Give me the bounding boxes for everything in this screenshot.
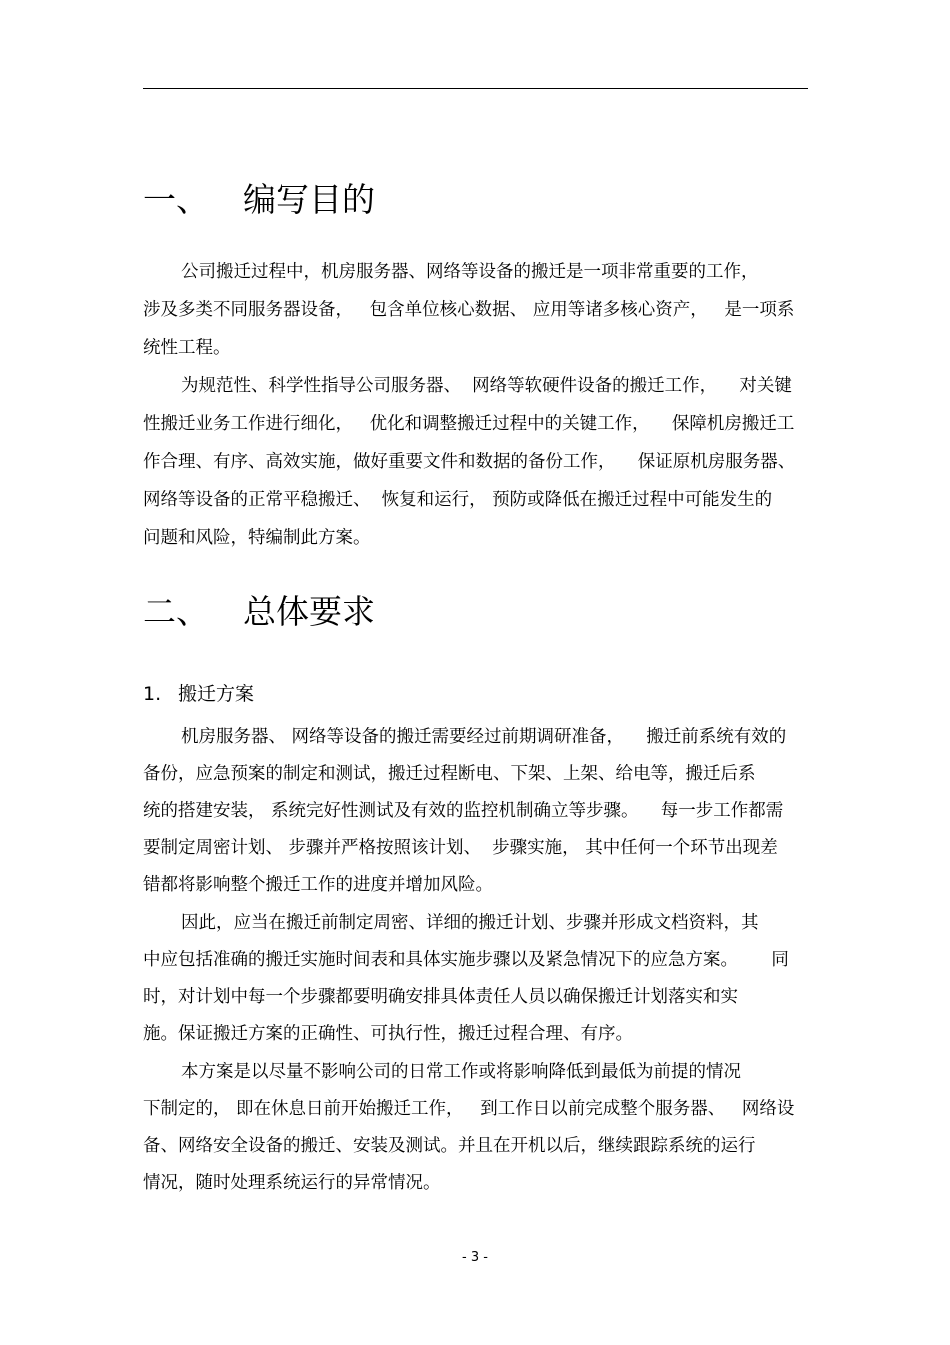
- text-line: 统性工程。: [143, 338, 231, 358]
- text-line: 机房服务器、 网络等设备的搬迁需要经过前期调研准备， 搬迁前系统有效的: [181, 727, 787, 747]
- section-number: 二、: [143, 592, 209, 631]
- text-line: 要制定周密计划、 步骤并严格按照该计划、 步骤实施， 其中任何一个环节出现差: [143, 838, 778, 858]
- section-number: 一、: [143, 180, 209, 219]
- text-line: 网络等设备的正常平稳搬迁、 恢复和运行， 预防或降低在搬迁过程中可能发生的: [143, 490, 773, 510]
- text-line: 公司搬迁过程中，机房服务器、网络等设备的搬迁是一项非常重要的工作，: [181, 262, 759, 282]
- section-title: 总体要求: [243, 592, 375, 631]
- section-title: 编写目的: [243, 180, 375, 219]
- text-line: 中应包括准确的搬迁实施时间表和具体实施步骤以及紧急情况下的应急方案。 同: [143, 950, 789, 970]
- text-line: 问题和风险，特编制此方案。: [143, 528, 371, 548]
- text-line: 因此，应当在搬迁前制定周密、详细的搬迁计划、步骤并形成文档资料，其: [181, 913, 759, 933]
- page-number: - 3 -: [462, 1250, 488, 1265]
- section-heading: [143, 180, 375, 220]
- text-line: 统的搭建安装， 系统完好性测试及有效的监控机制确立等步骤。 每一步工作都需: [143, 801, 784, 821]
- text-line: 作合理、有序、高效实施，做好重要文件和数据的备份工作， 保证原机房服务器、: [143, 452, 796, 472]
- text-line: 涉及多类不同服务器设备， 包含单位核心数据、 应用等诸多核心资产， 是一项系: [143, 300, 795, 320]
- text-line: 错都将影响整个搬迁工作的进度并增加风险。: [143, 875, 493, 895]
- text-line: 备份，应急预案的制定和测试，搬迁过程断电、下架、上架、给电等，搬迁后系: [143, 764, 756, 784]
- text-line: 为规范性、科学性指导公司服务器、 网络等软硬件设备的搬迁工作， 对关键: [181, 376, 792, 396]
- subsection-number: 1.: [143, 683, 162, 705]
- subsection-heading: [143, 682, 254, 706]
- text-line: 性搬迁业务工作进行细化， 优化和调整搬迁过程中的关键工作， 保障机房搬迁工: [143, 414, 795, 434]
- text-line: 下制定的， 即在休息日前开始搬迁工作， 到工作日以前完成整个服务器、 网络设: [143, 1099, 795, 1119]
- text-line: 施。保证搬迁方案的正确性、可执行性，搬迁过程合理、有序。: [143, 1024, 633, 1044]
- text-line: 时，对计划中每一个步骤都要明确安排具体责任人员以确保搬迁计划落实和实: [143, 987, 738, 1007]
- text-line: 本方案是以尽量不影响公司的日常工作或将影响降低到最低为前提的情况: [181, 1062, 741, 1082]
- subsection-title: 搬迁方案: [178, 683, 255, 705]
- text-line: 备、网络安全设备的搬迁、安装及测试。并且在开机以后，继续跟踪系统的运行: [143, 1136, 756, 1156]
- section-heading: [143, 592, 375, 632]
- text-line: 情况，随时处理系统运行的异常情况。: [143, 1173, 441, 1193]
- header-rule: [143, 88, 808, 89]
